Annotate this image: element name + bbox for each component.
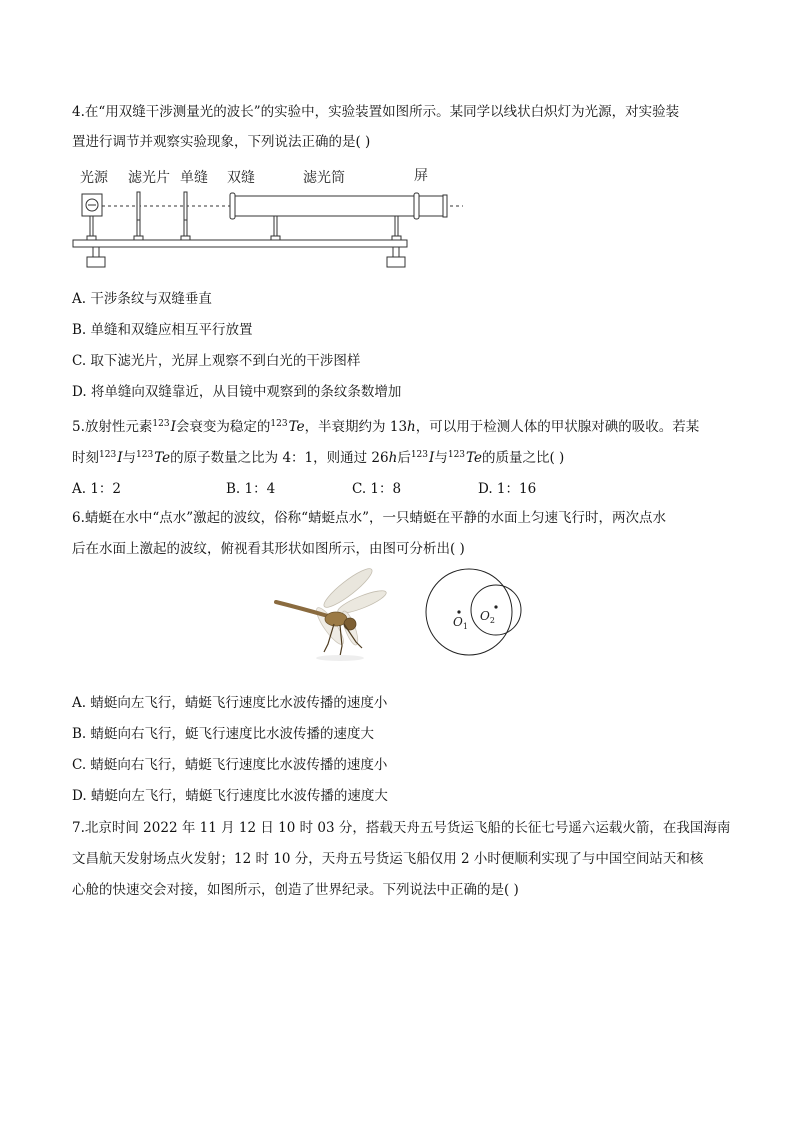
large-ripple-circle [426,569,512,655]
q6-stem-line1: 6.蜻蜓在水中“点水”激起的波纹，俗称“蜻蜓点水”，一只蜻蜓在平静的水面上匀速飞行时，两次点水 [72,510,666,526]
post [184,220,187,236]
post [274,216,277,236]
post [137,220,140,236]
interference-apparatus-diagram [70,162,470,274]
q4-stem-line2: 置进行调节并观察实验现象，下列说法正确的是( ) [72,134,371,150]
q4-stem-line1: 4.在“用双缝干涉测量光的波长”的实验中，实验装置如图所示。某同学以线状白炽灯为光源，对实验装 [72,104,680,120]
post [90,216,93,236]
filter-plate [137,192,140,220]
double-slit-ring [230,193,235,219]
q5-stem-line1: 5.放射性元素$^{123}$I会衰变为稳定的$^{123}$Te，半衰期约为 13h，可以用于检测人体的甲状腺对碘的吸收。若某 [72,419,700,435]
q5-option-d: D. 1：16 [478,481,537,497]
label-filter-tube: 滤光筒 [303,170,345,186]
rail-foot [93,247,99,257]
q5-option-c: C. 1：8 [352,481,402,497]
ripple-circles-diagram [412,564,524,664]
q5-stem-line2: 时刻$^{123}$I与$^{123}$Te的原子数量之比为 4：1，则通过 26h后$^{123}$I与$^{123}$Te的质量之比( ) [72,450,565,466]
small-ripple-circle [471,585,521,635]
q6-option-d: D. 蜻蜓向左飞行，蜻蜓飞行速度比水波传播的速度大 [72,788,388,804]
label-single-slit: 单缝 [180,170,208,186]
point-o1-dot [457,610,460,613]
q4-option-c: C. 取下滤光片，光屏上观察不到白光的干涉图样 [72,353,361,369]
label-screen: 屏 [414,168,428,184]
screen-ring [414,193,419,219]
label-filter: 滤光片 [128,170,170,186]
rail-foot [393,247,399,257]
optical-rail [73,240,407,247]
label-light-source: 光源 [80,170,108,186]
dragonfly-image [270,566,388,664]
q7-stem-line1: 7.北京时间 2022 年 11 月 12 日 10 时 03 分，搭载天舟五号货运飞船的长征七号遥六运载火箭，在我国海南 [72,820,731,836]
q4-option-a: A. 干涉条纹与双缝垂直 [72,291,212,307]
q5-option-a: A. 1：2 [72,481,122,497]
q6-option-a: A. 蜻蜓向左飞行，蜻蜓飞行速度比水波传播的速度小 [72,695,388,711]
label-o2: $O_2$ [480,609,495,625]
eyepiece [443,195,447,217]
q6-option-b: B. 蜻蜓向右飞行，蜓飞行速度比水波传播的速度大 [72,726,375,742]
post [395,216,398,236]
q6-stem-line2: 后在水面上激起的波纹，俯视看其形状如图所示，由图可分析出( ) [72,541,465,557]
q5-option-b: B. 1：4 [226,481,276,497]
filter-tube [232,196,444,216]
q7-stem-line3: 心舱的快速交会对接，如图所示，创造了世界纪录。下列说法中正确的是( ) [72,882,519,898]
q6-option-c: C. 蜻蜓向右飞行，蜻蜓飞行速度比水波传播的速度小 [72,757,388,773]
q4-option-d: D. 将单缝向双缝靠近，从目镜中观察到的条纹条数增加 [72,384,402,400]
q7-stem-line2: 文昌航天发射场点火发射；12 时 10 分，天舟五号货运飞船仅用 2 小时便顺利实现了与中国空间站天和核 [72,851,704,867]
single-slit-plate [184,192,187,220]
q4-option-b: B. 单缝和双缝应相互平行放置 [72,322,253,338]
point-o2-dot [494,605,497,608]
label-double-slit: 双缝 [227,170,255,186]
label-o1: $O_1$ [453,615,468,631]
